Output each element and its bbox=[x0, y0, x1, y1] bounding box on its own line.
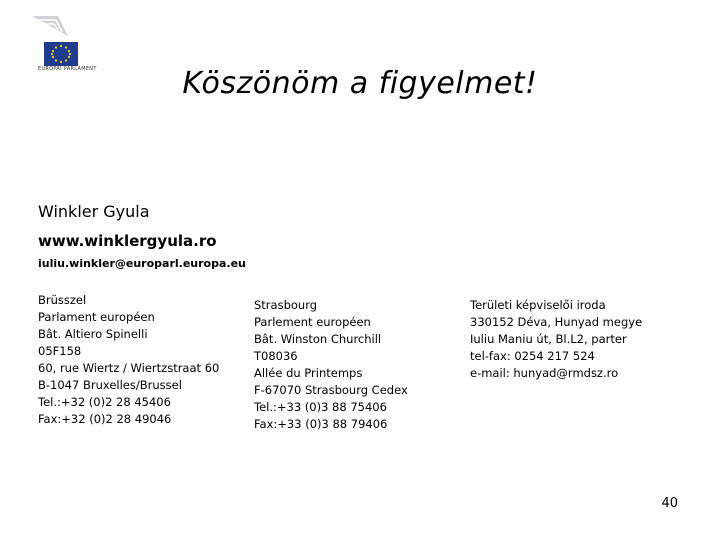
slide-title: Köszönöm a figyelmet! bbox=[182, 66, 538, 101]
logo-text: EUROPAI PARLAMENT bbox=[38, 66, 97, 72]
address-line: Területi képviselői iroda bbox=[470, 298, 606, 312]
address-line: T08036 bbox=[254, 349, 298, 363]
address-line: Parlement européen bbox=[254, 315, 371, 329]
brussels-office-address bbox=[38, 292, 219, 428]
address-line: e-mail: hunyad@rmdsz.ro bbox=[470, 366, 619, 380]
address-line: 330152 Déva, Hunyad megye bbox=[470, 315, 643, 329]
address-line: Tel.:+33 (0)3 88 75406 bbox=[254, 400, 387, 414]
address-line: B-1047 Bruxelles/Brussel bbox=[38, 378, 182, 392]
address-line: Parlament européen bbox=[38, 310, 155, 324]
website-link[interactable]: www.winklergyula.ro bbox=[38, 232, 217, 250]
address-line: Strasbourg bbox=[254, 298, 318, 312]
european-parliament-logo bbox=[28, 14, 110, 74]
address-line: 05F158 bbox=[38, 344, 82, 358]
deva-office-address bbox=[470, 297, 642, 382]
address-line: Brüsszel bbox=[38, 293, 87, 307]
address-line: Iuliu Maniu út, Bl.L2, parter bbox=[470, 332, 627, 346]
address-line: F-67070 Strasbourg Cedex bbox=[254, 383, 408, 397]
page-number: 40 bbox=[661, 496, 678, 511]
address-line: tel-fax: 0254 217 524 bbox=[470, 349, 595, 363]
address-line: Fax:+32 (0)2 28 49046 bbox=[38, 412, 172, 426]
address-line: Bât. Altiero Spinelli bbox=[38, 327, 148, 341]
address-line: 60, rue Wiertz / Wiertzstraat 60 bbox=[38, 361, 220, 375]
email-link[interactable]: iuliu.winkler@europarl.europa.eu bbox=[38, 257, 246, 270]
contact-name: Winkler Gyula bbox=[38, 202, 150, 221]
address-line: Bât. Winston Churchill bbox=[254, 332, 382, 346]
address-line: Tel.:+32 (0)2 28 45406 bbox=[38, 395, 171, 409]
strasbourg-office-address bbox=[254, 297, 408, 433]
address-line: Allée du Printemps bbox=[254, 366, 363, 380]
address-line: Fax:+33 (0)3 88 79406 bbox=[254, 417, 388, 431]
